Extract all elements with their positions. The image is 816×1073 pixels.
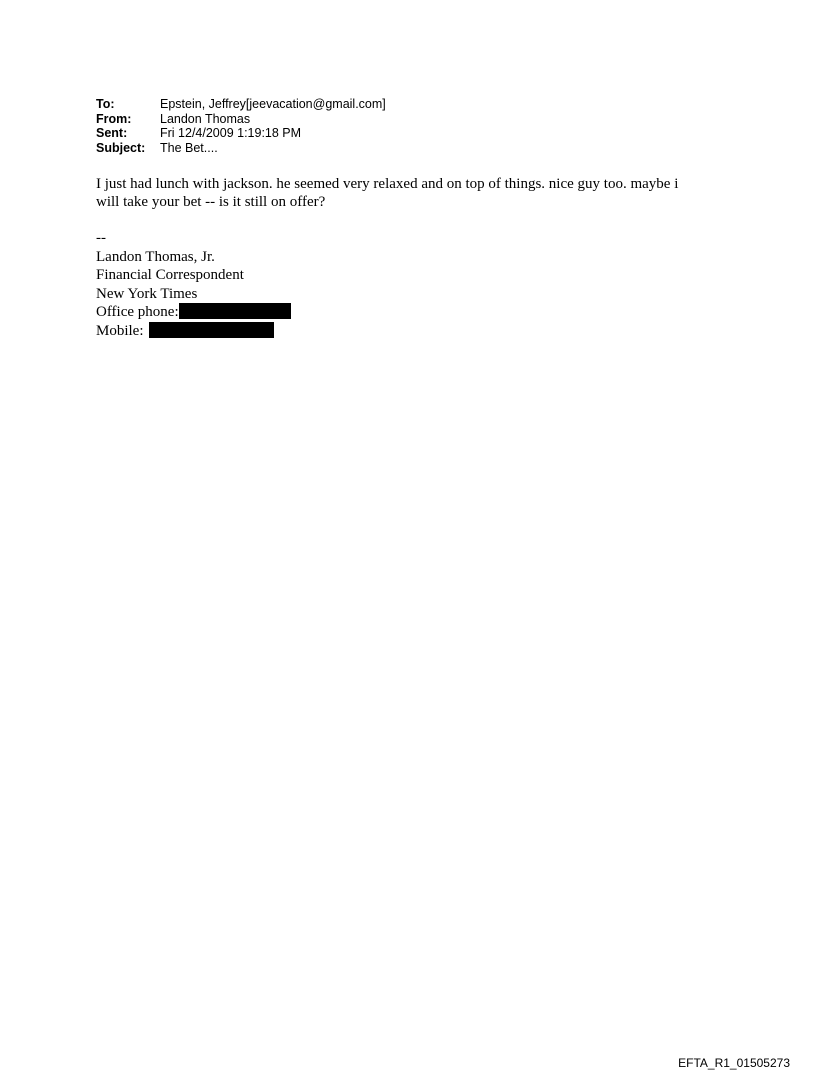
mobile-label: Mobile: [96, 322, 144, 339]
from-row [96, 112, 386, 127]
from-value: Landon Thomas [160, 111, 251, 126]
from-label: From: [96, 111, 132, 126]
to-label: To: [96, 97, 115, 111]
signature-separator: -- [96, 230, 106, 246]
subject-row [96, 141, 386, 156]
to-row [96, 97, 386, 112]
email-body [96, 175, 736, 211]
document-id: EFTA_R1_01505273 [678, 1056, 790, 1070]
office-phone-label: Office phone: [96, 304, 179, 320]
mobile-redaction [149, 322, 274, 338]
office-phone-redaction [179, 303, 291, 319]
sent-value: Fri 12/4/2009 1:19:18 PM [160, 126, 302, 140]
mobile-row [96, 322, 291, 341]
sent-row [96, 126, 386, 141]
sent-label: Sent: [96, 126, 128, 140]
body-line-1: I just had lunch with jackson. he seemed very relaxed and on top of things. nice guy too. maybe i [96, 176, 679, 192]
body-line-2: will take your bet -- is it still on offer? [96, 194, 326, 210]
signature-block [96, 229, 291, 340]
to-value: Epstein, Jeffrey[jeevacation@gmail.com] [160, 97, 386, 111]
signature-name: Landon Thomas, Jr. [96, 248, 215, 265]
email-header [96, 97, 386, 155]
signature-title: Financial Correspondent [96, 267, 244, 283]
signature-organization: New York Times [96, 285, 198, 302]
subject-value: The Bet.... [160, 140, 218, 155]
subject-label: Subject: [96, 140, 146, 155]
office-phone-row [96, 303, 291, 322]
